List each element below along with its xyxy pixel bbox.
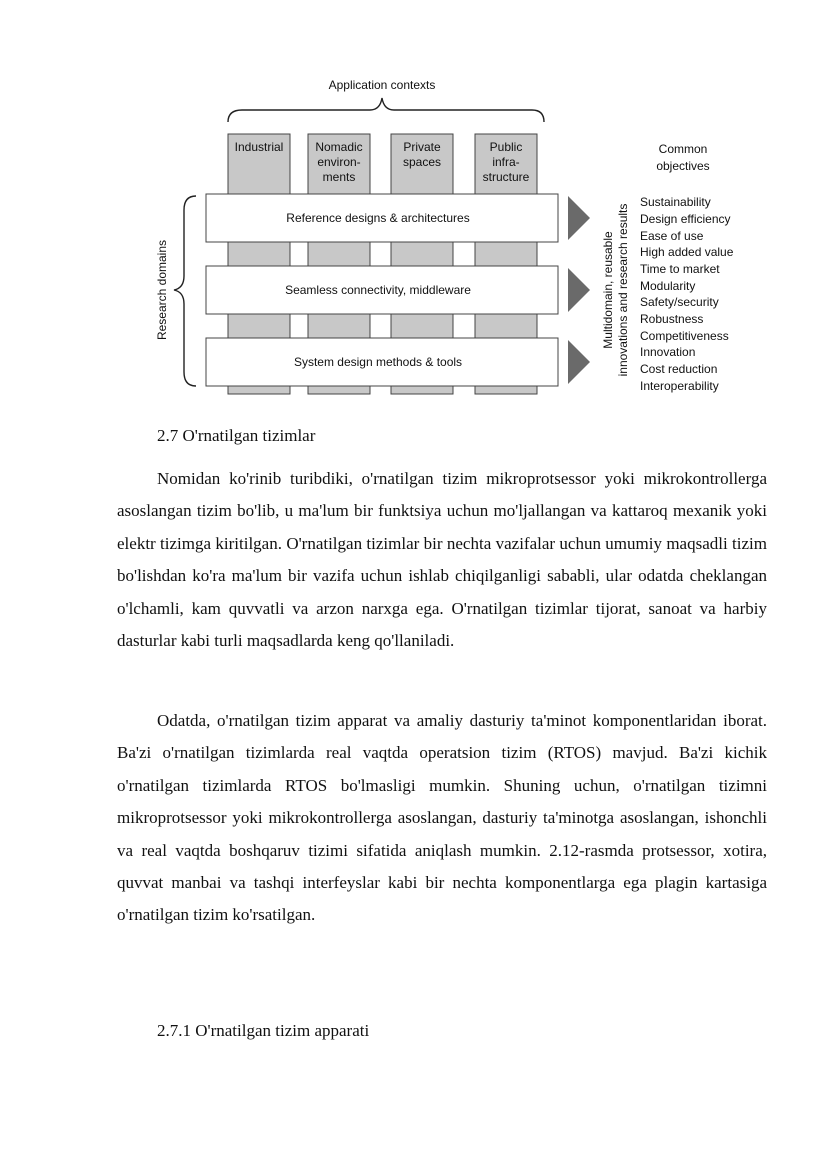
context-label-industrial: Industrial bbox=[234, 140, 284, 154]
objective-item: Sustainability bbox=[640, 195, 711, 209]
paragraph-text: Odatda, o'rnatilgan tizim apparat va amaliy dasturiy ta'minot komponentlaridan iborat. Ba'zi o'rnatilgan tizimlarda real vaqtda operatsion tizim (RTOS) mavjud. Ba'zi kichik o'rnatilgan tizimlarda RTOS bo'lmasligi mumkin. Shuning uchun, o'rnatilgan tizimni mikroprotsessor yoki mikrokontrollerga asoslangan, dasturiy ta'minotga asoslangan, ishonchli va real vaqtda boshqaruv tizimi sifatida aniqlash mumkin. 2.12-rasmda protsessor, xotira, quvvat manbai va tashqi interfeyslar kabi bir nechta komponentlarga ega plagin kartasiga o'rnatilgan tizim ko'rsatilgan. bbox=[117, 711, 767, 925]
context-label-nomadic-2: environ- bbox=[317, 155, 361, 169]
domains-label: Research domains bbox=[155, 239, 169, 341]
objective-item: Safety/security bbox=[640, 295, 719, 309]
contexts-title: Application contexts bbox=[328, 78, 436, 92]
objective-item: High added value bbox=[640, 245, 734, 259]
context-label-nomadic-3: ments bbox=[322, 170, 356, 184]
objective-item: Modularity bbox=[640, 279, 696, 293]
domain-label-reference: Reference designs & architectures bbox=[286, 211, 470, 225]
results-label-1: Multidomain, reusable bbox=[601, 231, 615, 349]
arrow-icon bbox=[568, 268, 590, 312]
objective-item: Robustness bbox=[640, 312, 704, 326]
domain-label-connectivity: Seamless connectivity, middleware bbox=[285, 283, 471, 297]
domains-brace bbox=[174, 196, 196, 386]
context-label-public-3: structure bbox=[482, 170, 530, 184]
domain-label-methods: System design methods & tools bbox=[293, 355, 463, 369]
context-label-private-2: spaces bbox=[402, 155, 442, 169]
objectives-title-1: Common bbox=[658, 142, 708, 156]
section-heading: 2.7 O'rnatilgan tizimlar bbox=[157, 426, 316, 445]
objective-item: Ease of use bbox=[640, 229, 704, 243]
subsection-heading: 2.7.1 O'rnatilgan tizim apparati bbox=[157, 1021, 370, 1040]
contexts-brace bbox=[228, 98, 544, 122]
objective-item: Competitiveness bbox=[640, 329, 729, 343]
arrow-icon bbox=[568, 340, 590, 384]
diagram-figure bbox=[150, 70, 750, 400]
context-label-private-1: Private bbox=[403, 140, 441, 154]
results-label-2: innovations and research results bbox=[616, 203, 630, 377]
objective-item: Design efficiency bbox=[640, 212, 731, 226]
objective-item: Interoperability bbox=[640, 379, 719, 393]
arrow-icon bbox=[568, 196, 590, 240]
objective-item: Cost reduction bbox=[640, 362, 718, 376]
context-label-nomadic-1: Nomadic bbox=[315, 140, 363, 154]
objective-item: Innovation bbox=[640, 345, 696, 359]
paragraph bbox=[117, 705, 767, 932]
paragraph-text: Nomidan ko'rinib turibdiki, o'rnatilgan tizim mikroprotsessor yoki mikrokontrollerga asoslangan tizim bo'lib, u ma'lum bir funktsiya uchun mo'ljallangan va kattaroq mexanik yoki elektr tizimga kiritilgan. O'rnatilgan tizimlar bir nechta vazifalar uchun umumiy maqsadli tizim bo'lishdan ko'ra ma'lum bir vazifa uchun ishlab chiqilganligi sababli, ular odatda cheklangan o'lchamli, kam quvvatli va arzon narxga ega. O'rnatilgan tizimlar tijorat, sanoat va harbiy dasturlar kabi turli maqsadlarda keng qo'llaniladi. bbox=[117, 469, 767, 651]
objectives-title-2: objectives bbox=[656, 159, 710, 173]
objective-item: Time to market bbox=[640, 262, 720, 276]
context-label-public-1: Public bbox=[489, 140, 523, 154]
context-label-public-2: infra- bbox=[492, 155, 520, 169]
paragraph bbox=[117, 463, 767, 657]
